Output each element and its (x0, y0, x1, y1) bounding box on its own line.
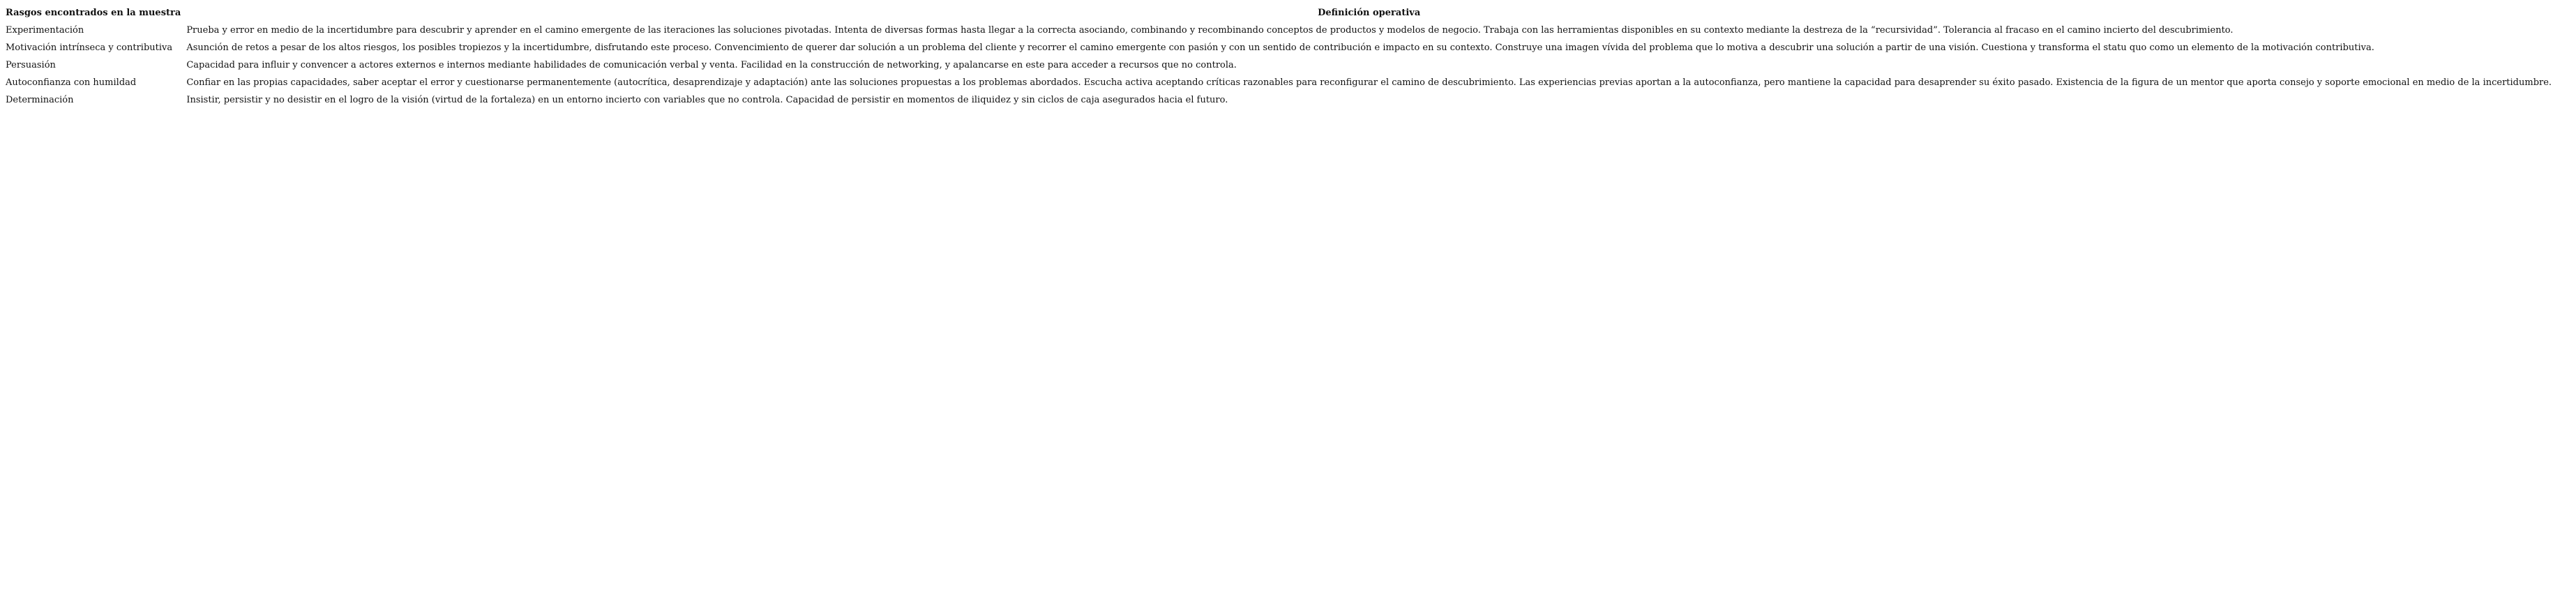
table-body (3, 22, 2554, 109)
traits-definition-table (3, 4, 2554, 109)
table-row (3, 91, 2554, 109)
trait-cell: Autoconfianza con humildad (6, 77, 137, 88)
trait-cell: Determinación (6, 95, 74, 105)
definition-cell: Asunción de retos a pesar de los altos riesgos, los posibles tropiezos y la incertidumbre, disfrutando este proceso. Convencimiento de querer dar solución a un problema del cliente y recorrer el camino emergente con pasión y con un sentido de contribución e impacto en su contexto. Construye una imagen vívida del problema que lo motiva a descubrir una solución a partir de una visión. Cuestiona y transforma el statu quo como un elemento de la motivación contributiva. (186, 43, 2374, 53)
definition-cell: Capacidad para influir y convencer a actores externos e internos mediante habilidades de comunicación verbal y venta. Facilidad en la construcción de networking, y apalancarse en este para acceder a recursos que no controla. (186, 60, 1237, 70)
definition-cell: Confiar en las propias capacidades, saber aceptar el error y cuestionarse permanentemente (autocrítica, desaprendizaje y adaptación) ante las soluciones propuestas a los problemas abordados. Escucha activa aceptando críticas razonables para reconfigurar el camino de descubrimiento. Las experiencias previas aportan a la autoconfianza, pero mantiene la capacidad para desaprender su éxito pasado. Existencia de la figura de un mentor que aporta consejo y soporte emocional en medio de la incertidumbre. (186, 77, 2552, 88)
table-header (3, 4, 2554, 22)
table-row (3, 56, 2554, 74)
trait-cell: Persuasión (6, 60, 56, 70)
table-header-row (3, 4, 2554, 22)
trait-cell: Motivación intrínseca y contributiva (6, 43, 173, 53)
trait-cell: Experimentación (6, 25, 84, 36)
definition-cell: Prueba y error en medio de la incertidumbre para descubrir y aprender en el camino emergente de las iteraciones las soluciones pivotadas. Intenta de diversas formas hasta llegar a la correcta asociando, combinando y recombinando conceptos de productos y modelos de negocio. Trabaja con las herramientas disponibles en su contexto mediante la destreza de la “recursividad”. Tolerancia al fracaso en el camino incierto del descubrimiento. (186, 25, 2234, 36)
header-traits: Rasgos encontrados en la muestra (6, 8, 181, 18)
table-row (3, 39, 2554, 56)
definition-cell: Insistir, persistir y no desistir en el logro de la visión (virtud de la fortaleza) en un entorno incierto con variables que no controla. Capacidad de persistir en momentos de iliquidez y sin ciclos de caja asegurados hacia el futuro. (186, 95, 1228, 105)
table-row (3, 74, 2554, 91)
header-definition: Definición operativa (1318, 8, 1421, 18)
table-row (3, 22, 2554, 39)
